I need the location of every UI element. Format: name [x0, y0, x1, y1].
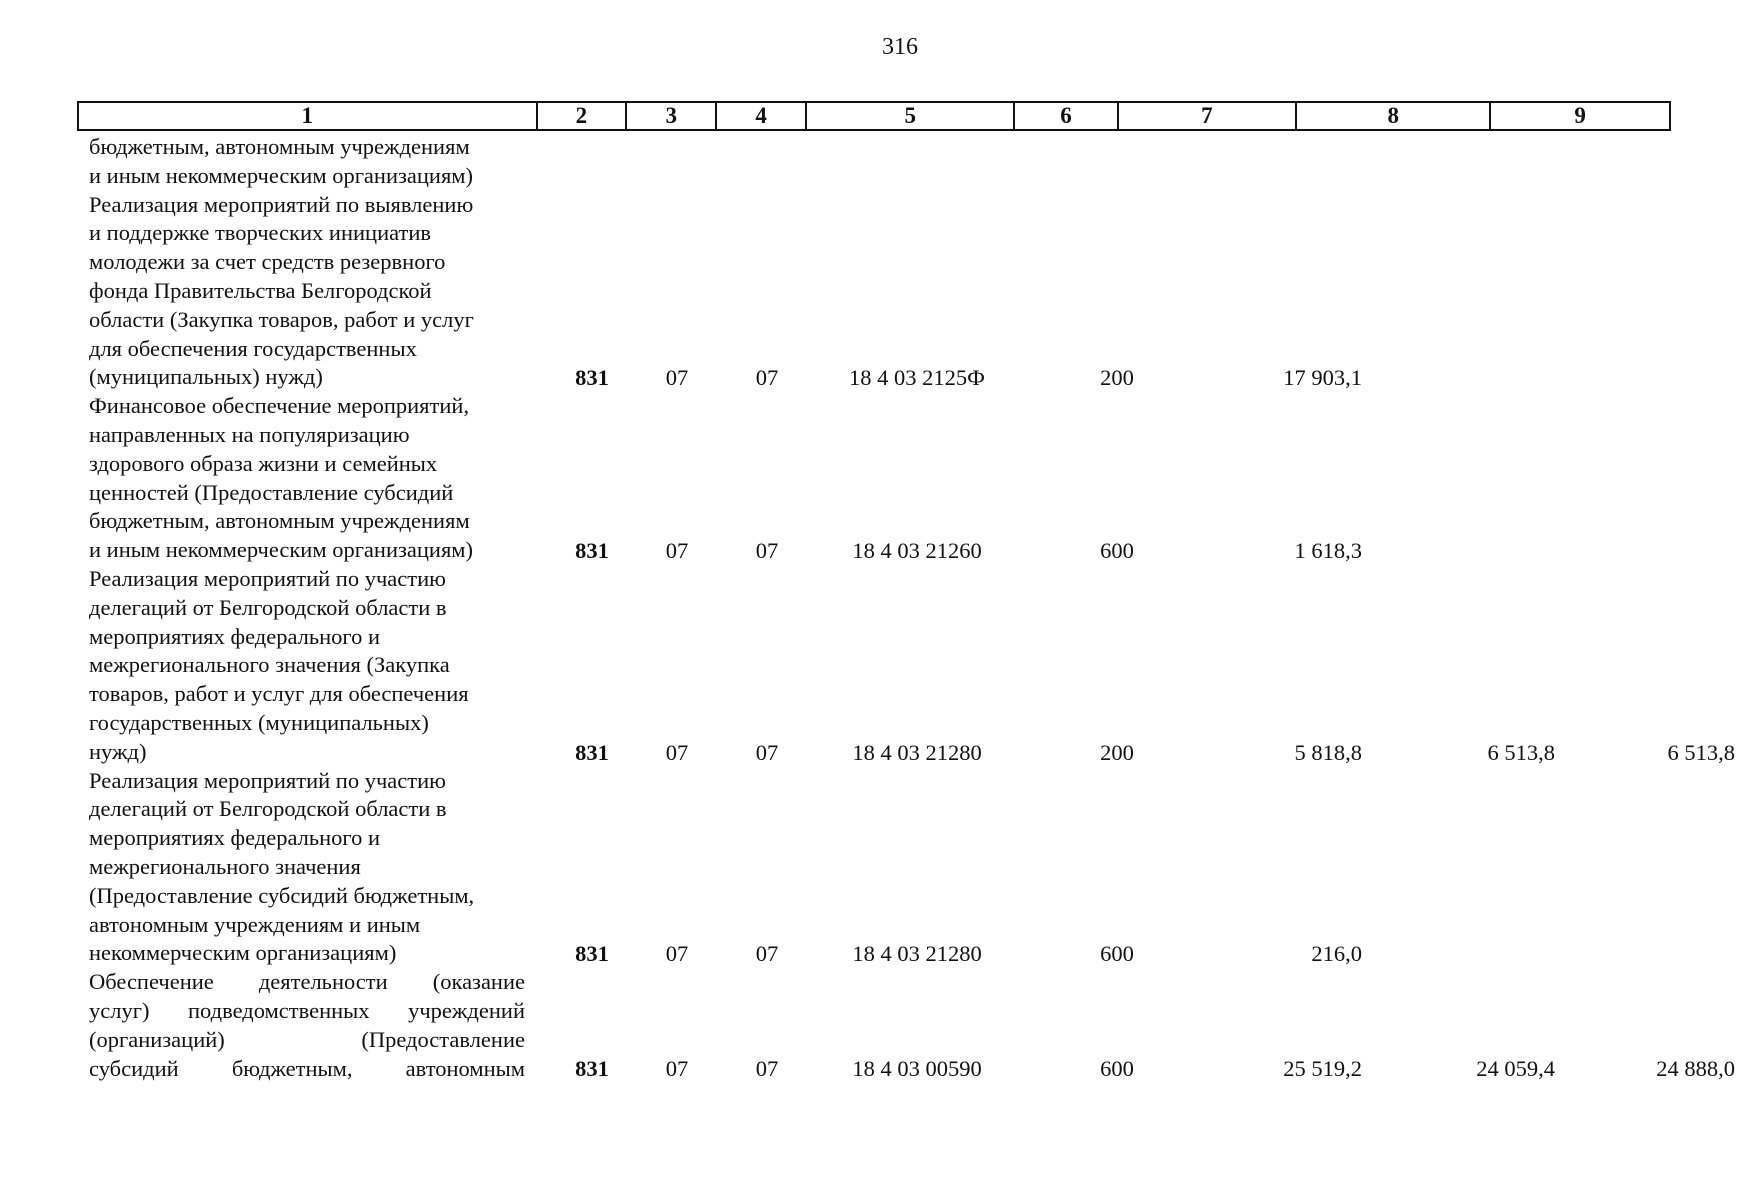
table-row — [77, 565, 1735, 767]
cell-subsection: 07 — [755, 537, 779, 563]
cell-section: 07 — [665, 1056, 689, 1082]
cell-code: 831 — [575, 1056, 609, 1082]
column-header: 6 — [1014, 102, 1117, 130]
column-header: 3 — [626, 102, 716, 130]
row-description: бюджетным, автономным учреждениям и иным некоммерческим организациям) — [89, 134, 474, 188]
row-description: Реализация мероприятий по выявлению и поддержке творческих инициатив молодежи за счет средств резервного фонда Правительства Белгородской области (Закупка товаров, работ и услуг для обеспечения государственных (муниципальных) нужд) — [89, 191, 474, 390]
cell-target: 18 4 03 2125Ф — [849, 365, 985, 391]
cell-target: 18 4 03 00590 — [852, 1056, 982, 1082]
cell-section: 07 — [665, 365, 689, 391]
column-header: 7 — [1118, 102, 1297, 130]
page-number: 316 — [882, 34, 918, 60]
table-row — [77, 191, 1671, 393]
row-description: Реализация мероприятий по участию делегаций от Белгородской области в мероприятиях федерального и межрегионального значения (Закупка товаров, работ и услуг для обеспечения государственных (муниципальных) нужд) — [89, 565, 469, 764]
cell-subsection: 07 — [755, 365, 779, 391]
cell-sum7: 216,0 — [1311, 941, 1362, 967]
cell-target: 18 4 03 21260 — [852, 537, 982, 563]
table-row — [77, 767, 1671, 969]
cell-target: 18 4 03 21280 — [852, 941, 982, 967]
cell-target: 18 4 03 21280 — [852, 739, 982, 765]
cell-sum7: 25 519,2 — [1283, 1056, 1362, 1082]
column-header: 2 — [537, 102, 627, 130]
cell-sum7: 5 818,8 — [1294, 739, 1362, 765]
cell-expense-type: 200 — [1100, 739, 1134, 765]
column-header: 5 — [806, 102, 1014, 130]
cell-sum8: 6 513,8 — [1487, 739, 1555, 765]
cell-expense-type: 600 — [1100, 537, 1134, 563]
cell-sum9: 24 888,0 — [1656, 1056, 1735, 1082]
table-header — [77, 101, 1671, 131]
cell-sum7: 1 618,3 — [1294, 537, 1362, 563]
cell-section: 07 — [665, 537, 689, 563]
column-header: 1 — [78, 102, 537, 130]
cell-expense-type: 600 — [1100, 1056, 1134, 1082]
row-description: Реализация мероприятий по участию делегаций от Белгородской области в мероприятиях федерального и межрегионального значения (Предоставление субсидий бюджетным, автономным учреждениям и иным некоммерческим организациям) — [89, 767, 475, 966]
row-description: Финансовое обеспечение мероприятий, направленных на популяризацию здорового образа жизни и семейных ценностей (Предоставление субсидий бюджетным, автономным учреждениям и иным некоммерческим организациям) — [89, 393, 474, 563]
cell-sum8: 24 059,4 — [1476, 1056, 1555, 1082]
cell-code: 831 — [575, 365, 609, 391]
table-row — [77, 392, 1671, 565]
cell-code: 831 — [575, 739, 609, 765]
cell-code: 831 — [575, 941, 609, 967]
table-body — [77, 133, 1735, 1083]
column-header: 4 — [716, 102, 806, 130]
cell-code: 831 — [575, 537, 609, 563]
table-row — [77, 968, 1735, 1083]
cell-section: 07 — [665, 941, 689, 967]
cell-subsection: 07 — [755, 739, 779, 765]
cell-sum9: 6 513,8 — [1667, 739, 1735, 765]
row-description: Обеспечение деятельности (оказание услуг) подведомственных учреждений (организаций) (Предоставление субсидий бюджетным, автономным — [89, 969, 525, 1081]
cell-subsection: 07 — [755, 1056, 779, 1082]
cell-expense-type: 600 — [1100, 941, 1134, 967]
cell-sum7: 17 903,1 — [1283, 365, 1362, 391]
cell-expense-type: 200 — [1100, 365, 1134, 391]
cell-section: 07 — [665, 739, 689, 765]
column-header: 8 — [1296, 102, 1490, 130]
cell-subsection: 07 — [755, 941, 779, 967]
column-header: 9 — [1490, 102, 1670, 130]
continuation-row — [77, 133, 1671, 191]
